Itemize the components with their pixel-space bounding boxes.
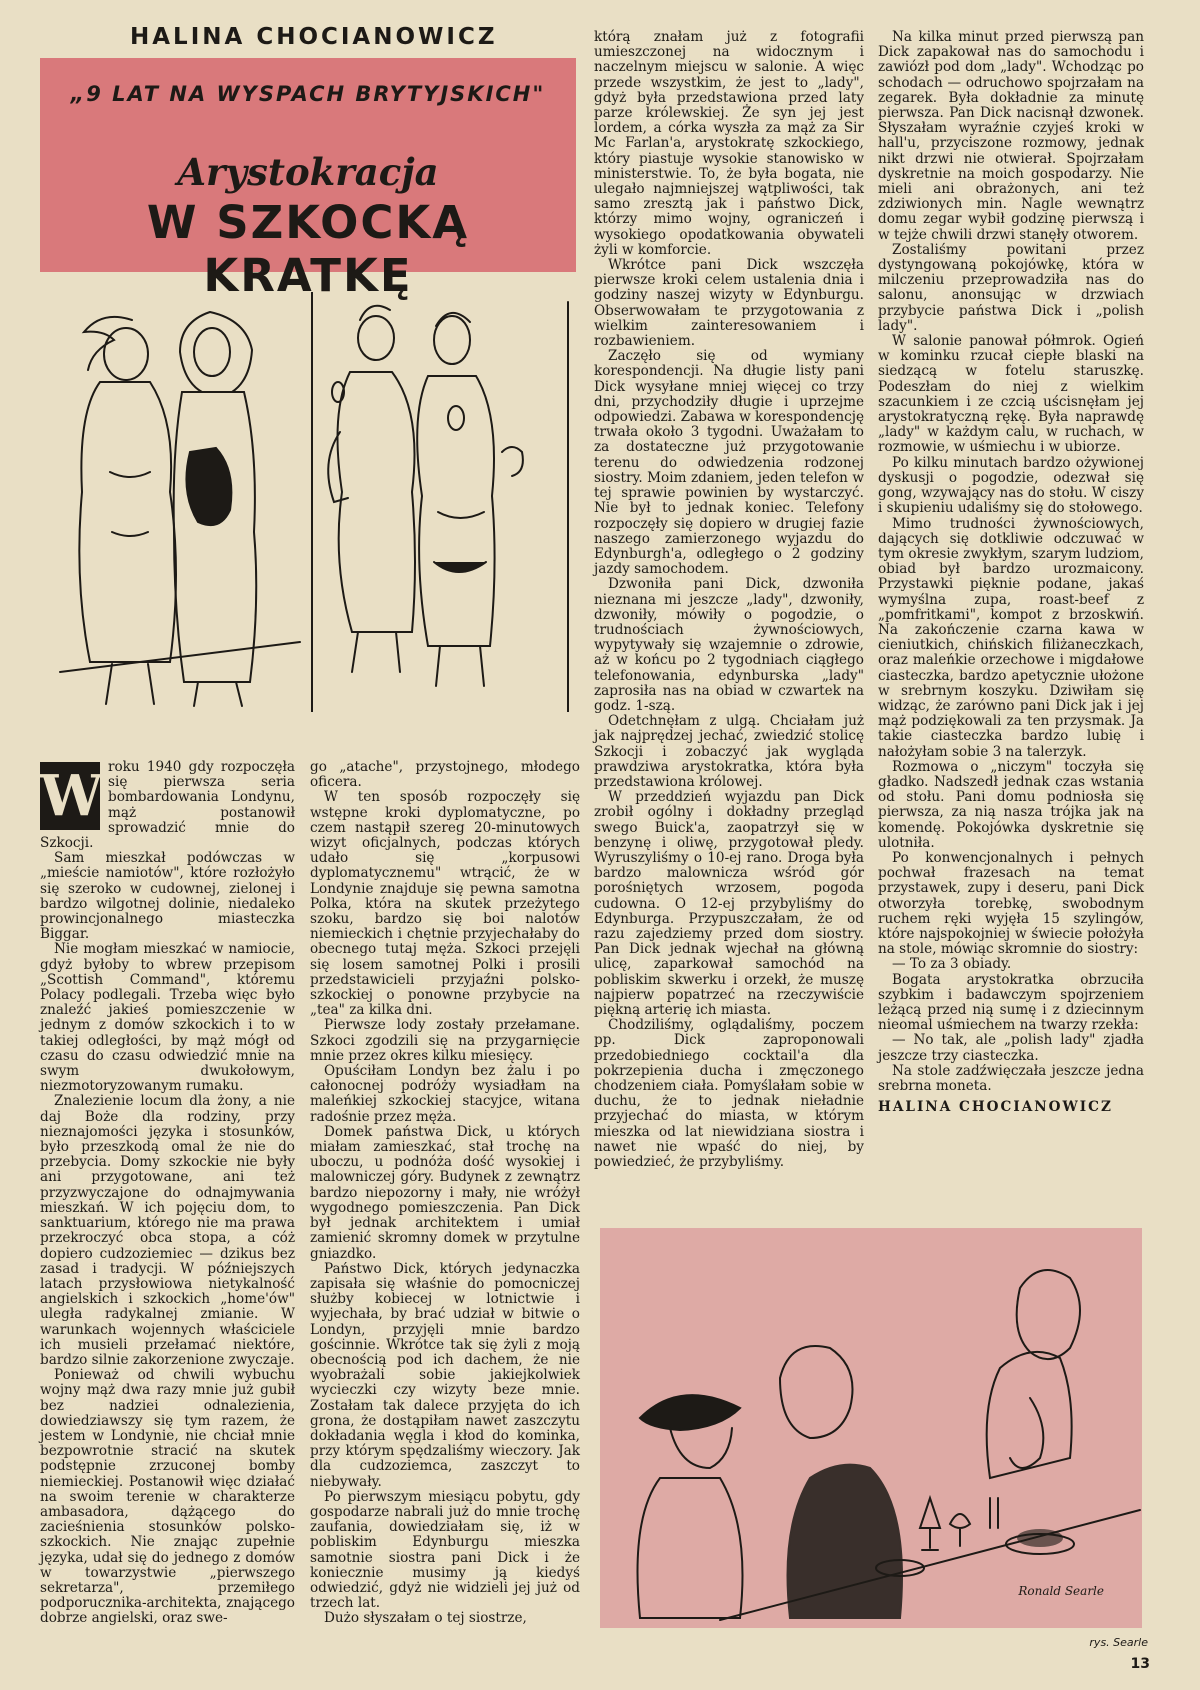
paragraph: Na stole zadźwięczała jeszcze jedna srebrna moneta. <box>878 1062 1144 1095</box>
paragraph: Na kilka minut przed pierwszą pan Dick zapakował nas do samochodu i zawiózł pod dom „lady". Wchodząc po schodach — odruchowo spojrzałam na zegarek. Była dokładnie za minutę pierwsza. Pan Dick nacisnął dzwonek. Słyszałam wyraźnie czyjeś kroki w hall'u, przyciszone rozmowy, jednak nikt drzwi nie otwierał. Spojrzałam dyskretnie na moich gospodarzy. Nie mieli ani obrażonych, ani też zdziwionych min. Nagle wewnątrz domu zegar wybił godzinę pierwszą i w tejże chwili drzwi stanęły otworem. <box>878 29 1144 243</box>
artist-signature: Ronald Searle <box>1018 1584 1104 1598</box>
paragraph: Pierwsze lody zostały przełamane. Szkoci zgodzili się na przygarnięcie mnie przez okres kilku miesięcy. <box>310 1017 580 1064</box>
paragraph: Dzwoniła pani Dick, dzwoniła nieznana mi jeszcze „lady", dzwoniły, dzwoniły, mówiły o pogodzie, o trudnościach żywnościowych, wypytywały się wzajemnie o zdrowie, aż w końcu po 2 tygodniach ciągłego telefonowania, edynburska „lady" zaprosiła nas na obiad w czwartek na godz. 1-szą. <box>594 576 864 714</box>
column-1 <box>40 760 295 1627</box>
paragraph: Wkrótce pani Dick wszczęła pierwsze kroki celem ustalenia dnia i godziny naszej wizyty w Edynburgu. Obserwowałam te przygotowania z wielkim zainteresowaniem i rozbawieniem. <box>594 257 864 350</box>
series-title: „9 LAT NA WYSPACH BRYTYJSKICH" <box>70 82 546 106</box>
paragraph: roku 1940 gdy rozpoczęła się pierwsza seria bombardowania Londynu, mąż postanowił sprowadzić mnie do Szkocji. <box>40 759 295 852</box>
dinner-drawing <box>600 1228 1142 1628</box>
illustration-credit: rys. Searle <box>1089 1636 1148 1649</box>
paragraph: — To za 3 obiady. <box>892 956 1012 973</box>
paragraph: W ten sposób rozpoczęły się wstępne kroki dyplomatyczne, po czem nastąpił szereg 20-minutowych wizyt oficjalnych, podczas których udało się „korpusowi dyplomatycznemu" wtrącić, że w Londynie znajduje się pewna samotna Polka, która na skutek przeżytego szoku, bardzo się boi nalotów niemieckich i chętnie przyjechałaby do obecnego tutaj męża. Szkoci przejęli się losem samotnej Polki i prosili przedstawicieli przyjaźni polsko-szkockiej o ponowne przybycie na „tea" za kilka dni. <box>310 789 580 1019</box>
drop-cap: W <box>40 763 103 829</box>
ladies-illustration <box>40 292 576 712</box>
paragraph: Mimo trudności żywnościowych, dających się dotkliwie odczuwać w tym okresie zwykłym, szarym ludziom, obiad był bardzo urozmaicony. Przystawki pięknie podane, jakaś wymyślna zupa, roast-beef z „pomfritkami", kompot z brzoskwiń. Na zakończenie czarna kawa w cieniutkich, chińskich filiżaneczkach, oraz maleńkie orzechowe i migdałowe ciasteczka, bardzo apetycznie ułożone w srebrnym koszyku. Dziwiłam się widząc, że zarówno pani Dick jak i jej mąż podziękowali za ten przysmak. Ja takie ciasteczka bardzo lubię i nałożyłam sobie 3 na talerzyk. <box>878 515 1144 760</box>
paragraph: Zaczęło się od wymiany korespondencji. Na długie listy pani Dick wysyłane mniej więcej co trzy dni, przychodziły długie i uprzejme odpowiedzi. Zabawa w korespondencję trwała około 3 tygodni. Uważałam to za dostateczne już przygotowanie terenu do odwiedzenia rodzonej siostry. Moim zdaniem, jeden telefon w tej sprawie powinien by wystarczyć. Nie był to jednak koniec. Telefony rozpoczęły się dopiero w drugiej fazie naszego zamierzonego wyjazdu do Edynburgh'a, odległego o 2 godziny jazdy samochodem. <box>594 348 864 578</box>
paragraph: Bogata arystokratka obrzuciła szybkim i badawczym spojrzeniem leżącą przed nią sumę i z dziecinnym nieomal uśmiechem na twarzy rzekła: <box>878 971 1144 1034</box>
paragraph: W salonie panował półmrok. Ogień w kominku rzucał ciepłe blaski na siedzącą w fotelu staruszkę. Podeszłam do niej z wielkim szacunkiem i ze czcią uścisnęłam jej arystokratyczną rękę. Była naprawdę „lady" w każdym calu, w ruchach, w rozmowie, w uśmiechu i w ubiorze. <box>878 333 1144 456</box>
paragraph: Odetchnęłam z ulgą. Chciałam już jak najprędzej jechać, zwiedzić stolicę Szkocji i zobaczyć jak wygląda prawdziwa arystokratka, która była przedstawiona królowej. <box>594 713 864 790</box>
page-number: 13 <box>1130 1656 1150 1672</box>
paragraph: Dużo słyszałam o tej siostrze, <box>324 1610 527 1627</box>
paragraph: Chodziliśmy, oglądaliśmy, poczem pp. Dick zaproponowali przedobiedniego cocktail'a dla pokrzepienia ducha i zmęczonego chodzeniem ciała. Pomyślałam sobie w duchu, że to jednak nieładnie przyjechać do miasta, w którym mieszka od lat niewidziana siostra i nawet nie wpaść do niej, by powiedzieć, że przybyliśmy. <box>594 1017 864 1171</box>
dinner-illustration <box>600 1228 1142 1628</box>
paragraph: Znalezienie locum dla żony, a nie daj Boże dla rodziny, przy nieznajomości języka i stosunków, było przeszkodą omal że nie do przebycia. Domy szkockie nie były ani przygotowane, ani też przyzwyczajone do odnajmywania mieszkań. W ich pojęciu dom, to sanktuarium, którego nie ma prawa przekroczyć obca stopa, a cóż dopiero cudzoziemiec — dzikus bez zasad i tradycji. W późniejszych latach przysłowiowa nietykalność angielskich i szkockich „home'ów" uległa radykalnej zmianie. W warunkach wojennych właściciele ich musieli przełamać niektóre, bardzo silnie zakorzenione zwyczaje. <box>40 1093 295 1368</box>
headline: W SZKOCKĄ KRATKĘ <box>146 196 470 302</box>
column-4 <box>878 30 1144 1115</box>
paragraph: Ponieważ od chwili wybuchu wojny mąż dwa razy mnie już gubił bez nadziei odnalezienia, dowiedziawszy się tym razem, że jestem w Londynie, nie chciał mnie bezpowrotnie stracić na skutek podstępnie zrzuconej bomby niemieckiej. Postanowił więc działać na swoim terenie w charakterze ambasadora, dążącego do zacieśnienia stosunków polsko-szkockich. Nie znając zupełnie języka, udał się do jednego z domów w towarzystwie „pierwszego sekretarza", przemiłego podporucznika-architekta, znającego dobrze angielski, oraz swe- <box>40 1367 295 1627</box>
paragraph: go „atache", przystojnego, młodego oficera. <box>310 759 580 791</box>
kicker: Arystokracja <box>177 150 439 194</box>
paragraph: Po pierwszym miesiącu pobytu, gdy gospodarze nabrali już do mnie trochę zaufania, dowiedziałam się, iż w pobliskim Edynburgu mieszka samotnie siostra pani Dick i że koniecznie musimy ją kiedyś odwiedzić, gdyż nie widzieli jej już od trzech lat. <box>310 1488 580 1612</box>
column-3 <box>594 30 864 1170</box>
paragraph: — No tak, ale „polish lady" zjadła jeszcze trzy ciasteczka. <box>878 1032 1144 1064</box>
paragraph: Po konwencjonalnych i pełnych pochwał frazesach na temat przystawek, zupy i deseru, pani Dick otworzyła torebkę, swobodnym ruchem ręki wyjęła 15 szylingów, które najspokojniej w świecie położyła na stole, mówiąc skromnie do siostry: <box>878 849 1144 958</box>
paragraph: Domek państwa Dick, u których miałam zamieszkać, stał trochę na uboczu, u podnóża dość wysokiej i malowniczej góry. Budynek z zewnątrz bardzo niepozorny i mały, nie wróżył wygodnego pomieszczenia. Pan Dick był jednak architektem i umiał zamienić skromny domek w przytulne gniazdko. <box>310 1123 580 1262</box>
paragraph: którą znałam już z fotografii umieszczonej na widocznym i naczelnym miejscu w salonie. A więc przede wszystkim, że jest to „lady", gdyż była przedstawiona przed laty parze królewskiej. Że syn jej jest lordem, a córka wyszła za mąż za Sir Mc Farlan'a, arystokratę szkockiego, który piastuje wysokie stanowisko w ministerstwie. To, że była bogata, nie ulegało najmniejszej wątpliwości, tak samo zresztą jak i państwo Dick, którzy mimo wojny, ograniczeń i wysokiego opodatkowania obywateli żyli w komforcie. <box>594 29 864 258</box>
paragraph: Państwo Dick, których jedynaczka zapisała się właśnie do pomocniczej służby kobiecej w lotnictwie i wyjechała, by brać udział w bitwie o Londyn, przyjęli mnie bardzo gościnnie. Wkrótce tak się żyli z moją obecnością pod ich dachem, że nie wyobrażali sobie jakiejkolwiek wycieczki czy wizyty beze mnie. Zostałam tak dalece przyjęta do ich grona, że dostąpiłam nawet zaszczytu dokładania węgla i kłod do kominka, przy którym spędzaliśmy wieczory. Jak dla cudzoziemca, zaszczyt to niebywały. <box>310 1260 580 1490</box>
paragraph: Po kilku minutach bardzo ożywionej dyskusji o pogodzie, odezwał się gong, wzywający nas do stołu. W ciszy i skupieniu udaliśmy się do stołowego. <box>878 454 1144 517</box>
author-signoff: HALINA CHOCIANOWICZ <box>878 1099 1113 1116</box>
headline-box <box>40 58 576 302</box>
paragraph: Rozmowa o „niczym" toczyła się gładko. Nadszedł jednak czas wstania od stołu. Pani domu podniosła się pierwsza, za nią nasza trójka jak na komendę. Pokojówka dyskretnie się ulotniła. <box>878 758 1144 851</box>
paragraph: Zostaliśmy powitani przez dystyngowaną pokojówkę, która w milczeniu przeprowadziła nas do salonu, anonsując w drzwiach przybycie państwa Dick i „polish lady". <box>878 241 1144 334</box>
paragraph: Opuściłam Londyn bez żalu i po całonocnej podróży wysiadłam na maleńkiej szkockiej stacyjce, witana radośnie przez męża. <box>310 1063 580 1125</box>
paragraph: Nie mogłam mieszkać w namiocie, gdyż byłoby to wbrew przepisom „Scottish Command", któremu Polacy podlegali. Trzeba więc było znaleźć jakieś pomieszczenie w jednym z domów szkockich i to w takiej odległości, by mąż mógł od czasu do czasu odwiedzić mnie na swym dwukołowym, niezmotoryzowanym rumaku. <box>40 941 295 1095</box>
column-2 <box>310 760 580 1627</box>
paragraph: W przeddzień wyjazdu pan Dick zrobił ogólny i dokładny przegląd swego Buick'a, zaopatrzył się w benzynę i oliwę, przygotował pledy. Wyruszyliśmy o 10-ej rano. Droga była bardzo malownicza wśród gór porośniętych wrzosem, pogoda cudowna. O 12-ej przybyliśmy do Edynburga. Przypuszczałam, że od razu zajedziemy przed dom siostry. Pan Dick jednak wjechał na główną ulicę, zaparkował samochód na pobliskim skwerku i orzekł, że muszę najpierw popatrzeć na rzeczywiście piękną arterię ich miasta. <box>594 789 864 1018</box>
paragraph: Sam mieszkał podówczas w „mieście namiotów", które rozłożyło się szeroko w cudownej, zielonej i bardzo wilgotnej dolinie, niedaleko prowincjonalnego miasteczka Biggar. <box>40 850 295 943</box>
author-name: HALINA CHOCIANOWICZ <box>130 24 498 50</box>
